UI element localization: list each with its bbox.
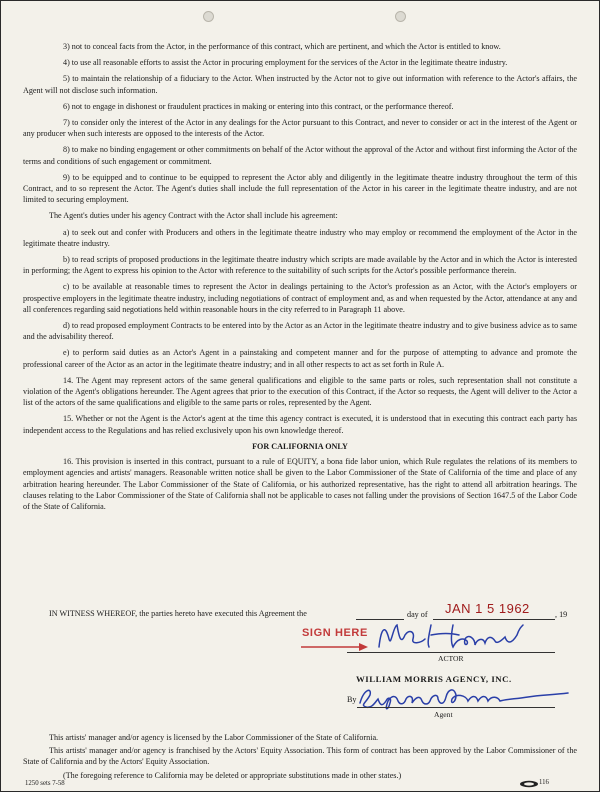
agent-signature-line [357,707,555,708]
date-stamp: JAN 1 5 1962 [445,601,530,616]
clause-b: b) to read scripts of proposed productions in the legitimate theatre industry which scripts are made available by the Actor and in which the Actor is interested in performing; the Agent to express his opinion to the Actor with reference to the suitability of such scripts for the Actor's possible performance therein. [23,255,577,276]
substitution-note: (The foregoing reference to California may be deleted or appropriate substitutions made in other states.) [63,770,402,780]
agent-duties-intro: The Agent's duties under his agency Contract with the Actor shall include his agreement: [49,211,338,221]
license-notes [23,732,577,783]
sign-here-arrow-icon [299,642,369,652]
binder-hole [395,11,406,22]
form-id: 1250 sets 7-58 [25,780,65,787]
clause-a: a) to seek out and confer with Producers and others in the legitimate theatre industry who may employ or recommend the employment of the Actor in the legitimate theatre industry. [23,227,577,248]
actor-signature [371,617,531,655]
binder-hole [203,11,214,22]
clause-c: c) to be available at reasonable times to represent the Actor in dealings pertaining to the Actor's profession as an Actor, with the Actor's employers or prospective employers in the legitimate theatre industry, including negotiations of contract of employment and, as and when requested by the Actor, attendance at any and all conferences regarding said negotiations held within reasonable hours in the city referred to in Paragraph 11 above. [23,282,577,314]
witness-text: IN WITNESS WHEREOF, the parties hereto have executed this Agreement the [49,609,307,618]
franchise-note: This artists' manager and/or agency is franchised by the Actors' Equity Association. This form of contract has been approved by the Labor Commissioner of the State of California and by the Actors' Equity Association. [23,746,577,767]
clause-8: 8) to make no binding engagement or other commitments on behalf of the Actor without the approval of the Actor and without first informing the Actor of the terms and conditions of such engagement or commitment. [23,145,577,166]
agent-label: Agent [434,710,453,719]
year-label: , 19 [555,610,568,619]
contract-body [23,41,577,517]
clause-15: 15. Whether or not the Agent is the Actor's agent at the time this agency contract is executed, it is understood that in executing this contract each party has independent access to the Regulations and has relied exclusively upon his own knowledge thereof. [23,414,577,435]
clause-e: e) to perform said duties as an Actor's Agent in a painstaking and competent manner and for the purpose of attempting to advance and promote the professional career of the Actor as an actor in the legitimate theatre industry; and in all other respects to act as set forth in Rule A. [23,348,577,369]
clause-d: d) to read proposed employment Contracts to be entered into by the Actor as an Actor in the legitimate theatre industry and to give business advice as to same and the advisability thereof. [23,321,577,342]
sign-here-label: SIGN HERE [302,627,368,639]
clause-6: 6) not to engage in dishonest or fraudulent practices in making or entering into this contract, or the performance thereof. [63,101,454,111]
clause-4: 4) to use all reasonable efforts to assist the Actor in procuring employment for the services of the Actor in the legitimate theatre industry. [63,58,508,68]
agency-name: WILLIAM MORRIS AGENCY, INC. [356,674,512,684]
clause-5: 5) to maintain the relationship of a fiduciary to the Actor. When instructed by the Actor not to give out information with reference to the Actor's affairs, the Agent will not disclose such information. [23,74,577,95]
actor-signature-line [347,652,555,653]
license-note: This artists' manager and/or agency is licensed by the Labor Commissioner of the State of California. [49,733,379,742]
union-label: 116 [539,779,549,786]
california-heading: FOR CALIFORNIA ONLY [252,441,348,451]
agent-signature [356,681,576,713]
actor-label: ACTOR [438,654,464,663]
clause-14: 14. The Agent may represent actors of the same general qualifications and eligible to the same parts or roles, such representation shall not constitute a violation of the Agent's obligations hereunder. The Agent agrees that prior to the execution of this Contract, if the Actor so requests, the Agent will deliver to the Actor a list of the actors of the same qualifications and eligible to the same parts or roles, represented by the Agent. [23,375,577,408]
day-of-label: day of [407,610,428,619]
clause-3: 3) not to conceal facts from the Actor, in the performance of this contract, which are pertinent, and which the Actor is entitled to know. [63,42,501,51]
clause-16: 16. This provision is inserted in this contract, pursuant to a rule of EQUITY, a bona fide labor union, which Rule regulates the relations of its members to employment agencies and artists' managers. Reasonable written notice shall be given to the Labor Commissioner of the State of California of the time and place of any arbitration hearing hereunder. The Labor Commissioner of the State of California, or his authorized representative, has the right to attend all arbitration hearings. The clauses relating to the Labor Commissioner of the State of California shall not be applicable to cases not falling under the provisions of Section 1647.5 of the Labor Code of the State of California. [23,457,577,511]
by-label: By [347,695,357,704]
clause-9: 9) to be equipped and to continue to be equipped to represent the Actor ably and diligently in the legitimate theatre industry throughout the term of this Contract, and to so represent the Actor. The Agent's duties shall include the full representation of the Actor in his career in the legitimate theatre industry, and are not limited to securing employment. [23,172,577,205]
clause-7: 7) to consider only the interest of the Actor in any dealings for the Actor pursuant to this Contract, and never to consider or act in the interest of the Agent or any producer when such interests are opposed to the interests of the Actor. [23,118,577,139]
union-bug-icon [519,780,539,788]
